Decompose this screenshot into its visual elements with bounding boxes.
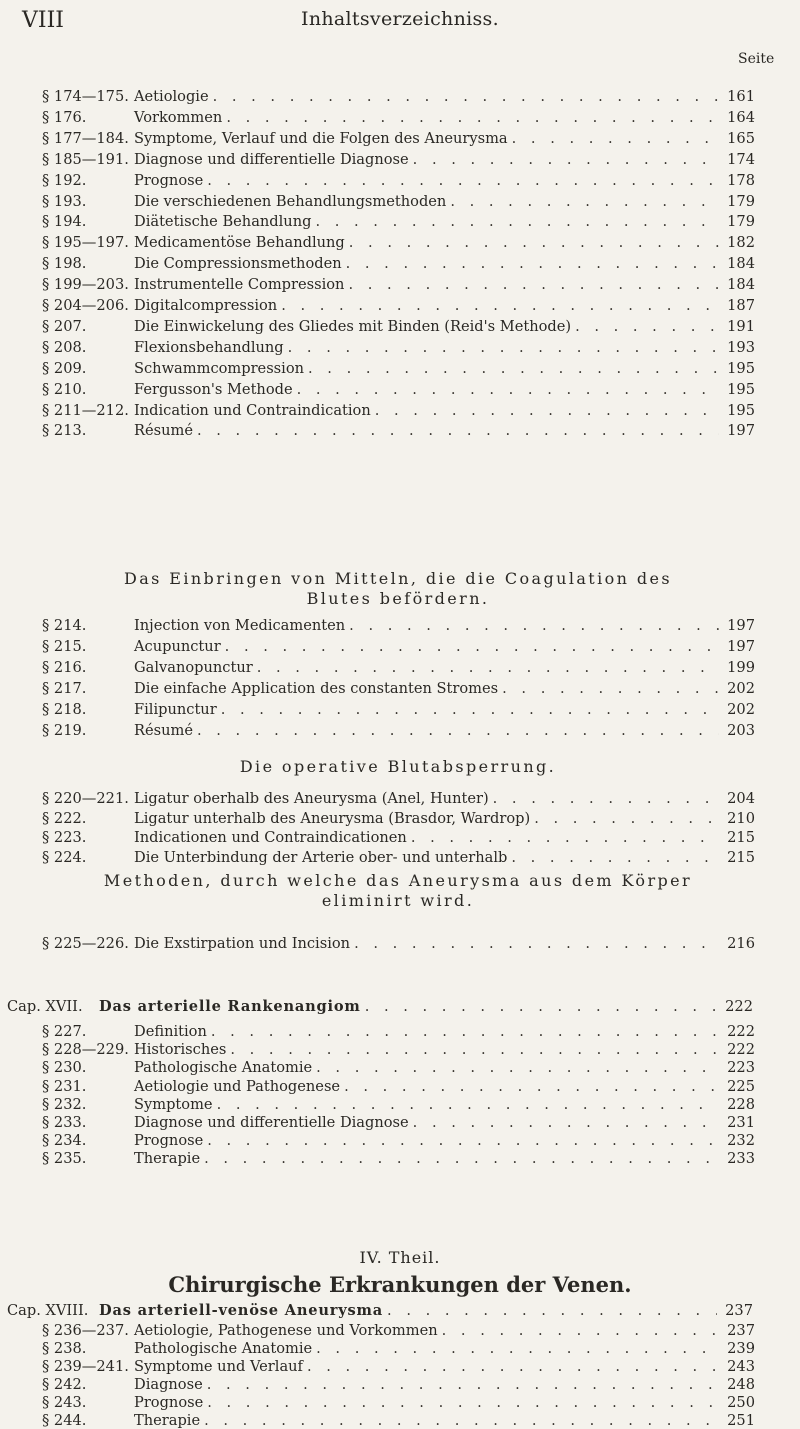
- chapter-number: Cap. XVII.: [7, 998, 83, 1015]
- section-number: § 218.: [42, 700, 87, 718]
- page-number: 199: [727, 658, 755, 676]
- page-number: 197: [727, 617, 755, 634]
- toc-entry[interactable]: [42, 151, 755, 168]
- section-number: § 216.: [42, 658, 87, 676]
- heading-line: Die operative Blutabsperrung.: [239, 757, 557, 776]
- toc-entry[interactable]: [42, 1358, 755, 1375]
- section-number: § 219.: [42, 721, 87, 739]
- entry-title: Historisches: [134, 1041, 227, 1059]
- toc-entry[interactable]: [42, 213, 755, 230]
- dot-leader: [207, 1394, 719, 1411]
- toc-entry[interactable]: [42, 1132, 755, 1149]
- entry-title: Prognose: [134, 171, 204, 189]
- page-number: 222: [727, 1023, 755, 1040]
- section-number: § 238.: [42, 1340, 87, 1357]
- toc-entry[interactable]: [42, 1041, 755, 1058]
- section-number: § 225—226.: [42, 935, 129, 952]
- page-number: 248: [727, 1376, 755, 1393]
- section-number: § 220—221.: [42, 790, 129, 807]
- dot-leader: [211, 1023, 719, 1040]
- entry-title: Symptome, Verlauf und die Folgen des Aneurysma: [134, 129, 508, 147]
- toc-entry[interactable]: [42, 1340, 755, 1357]
- entry-title: Die Einwickelung des Gliedes mit Binden (Reid's Methode): [134, 317, 572, 335]
- dot-leader: [204, 1150, 719, 1167]
- entry-title: Prognose: [134, 1394, 204, 1411]
- section-number: § 185—191.: [42, 150, 129, 168]
- dot-leader: [493, 790, 719, 807]
- page-number: 223: [727, 1059, 755, 1077]
- section-number: § 235.: [42, 1150, 87, 1168]
- toc-entry[interactable]: [42, 935, 755, 952]
- dot-leader: [217, 1096, 720, 1113]
- page-number: 225: [727, 1077, 755, 1095]
- page-number: 197: [727, 422, 755, 440]
- section-number: § 177—184.: [42, 129, 129, 147]
- page-column-label: Seite: [738, 51, 775, 67]
- page-number: 215: [727, 848, 755, 866]
- page-number-roman: VIII: [22, 8, 64, 33]
- dot-leader: [575, 318, 719, 335]
- dot-leader: [450, 193, 719, 210]
- section-heading-coagulation: [42, 569, 754, 609]
- page-number: 197: [727, 637, 755, 655]
- entry-title: Instrumentelle Compression: [134, 276, 345, 294]
- toc-entry[interactable]: [42, 849, 755, 866]
- page-number: 187: [727, 297, 755, 314]
- toc-entry[interactable]: [42, 1394, 755, 1411]
- section-number: § 192.: [42, 171, 87, 189]
- section-number: § 228—229.: [42, 1041, 129, 1059]
- toc-entry[interactable]: [42, 617, 755, 634]
- dot-leader: [411, 829, 719, 846]
- page-number: 182: [727, 234, 755, 252]
- dot-leader: [502, 680, 719, 697]
- toc-entry[interactable]: [42, 1322, 755, 1339]
- section-number: § 204—206.: [42, 297, 129, 314]
- section-number: § 174—175.: [42, 88, 129, 105]
- entry-title: Die einfache Application des constanten Stromes: [134, 679, 499, 697]
- section-number: § 195—197.: [42, 234, 129, 252]
- dot-leader: [316, 1059, 719, 1076]
- entry-title: Aetiologie und Pathogenese: [134, 1077, 341, 1095]
- page-number: 164: [727, 108, 755, 126]
- dot-leader: [197, 422, 719, 439]
- dot-leader: [344, 1078, 719, 1095]
- dot-leader: [207, 1376, 719, 1393]
- section-number: § 207.: [42, 317, 87, 335]
- toc-entry[interactable]: [42, 276, 755, 293]
- section-number: § 213.: [42, 422, 87, 440]
- entry-title: Diagnose und differentielle Diagnose: [134, 150, 409, 168]
- section-number: § 208.: [42, 338, 87, 356]
- page-number: 195: [727, 380, 755, 398]
- toc-entry[interactable]: [42, 1150, 755, 1167]
- entry-title: Die Compressionsmethoden: [134, 255, 342, 273]
- dot-leader: [354, 935, 719, 952]
- part-label: IV. Theil.: [359, 1248, 441, 1267]
- section-number: § 243.: [42, 1394, 87, 1411]
- section-number: § 236—237.: [42, 1322, 129, 1339]
- page-number: 215: [727, 829, 755, 846]
- page-number: 216: [727, 935, 755, 952]
- heading-line-1: Methoden, durch welche das Aneurysma aus dem Körper: [103, 871, 693, 890]
- page-number: 161: [727, 88, 755, 105]
- page-number: 222: [725, 998, 753, 1015]
- entry-title: Vorkommen: [134, 108, 223, 126]
- chapter-title: Das arteriell-venöse Aneurysma: [99, 1302, 384, 1319]
- page-number: 231: [727, 1114, 755, 1131]
- section-number: § 222.: [42, 809, 87, 827]
- heading-line-2: Blutes befördern.: [306, 589, 490, 608]
- toc-entry[interactable]: [42, 255, 755, 272]
- dot-leader: [348, 276, 719, 293]
- toc-entry[interactable]: [42, 193, 755, 210]
- toc-entry[interactable]: [42, 722, 755, 739]
- page-number: 232: [727, 1132, 755, 1150]
- section-number: § 210.: [42, 380, 87, 398]
- chapter-number: Cap. XVIII.: [7, 1302, 89, 1319]
- entry-title: Digitalcompression: [134, 297, 278, 314]
- entry-title: Prognose: [134, 1132, 204, 1150]
- dot-leader: [204, 1412, 719, 1429]
- toc-entry[interactable]: [42, 1023, 755, 1040]
- toc-entry[interactable]: [42, 360, 755, 377]
- section-number: § 215.: [42, 637, 87, 655]
- toc-entry[interactable]: [42, 88, 755, 105]
- running-title: Inhaltsverzeichniss.: [301, 8, 499, 30]
- dot-leader: [207, 172, 719, 189]
- page-number: 193: [727, 338, 755, 356]
- page-number: 195: [727, 401, 755, 419]
- chapter-title: Das arterielle Rankenangiom: [99, 998, 361, 1015]
- entry-title: Schwammcompression: [134, 359, 305, 377]
- dot-leader: [207, 1132, 719, 1149]
- page-number: 250: [727, 1394, 755, 1411]
- dot-leader: [365, 998, 717, 1015]
- dot-leader: [511, 849, 719, 866]
- toc-entry[interactable]: [42, 402, 755, 419]
- toc-entry[interactable]: [42, 1376, 755, 1393]
- entry-title: Filipunctur: [134, 700, 217, 718]
- toc-entry[interactable]: [42, 109, 755, 126]
- toc-entry[interactable]: [42, 701, 755, 718]
- page-number: 237: [727, 1322, 755, 1339]
- toc-entry[interactable]: [42, 1078, 755, 1095]
- entry-title: Definition: [134, 1023, 207, 1040]
- page-number: 184: [727, 276, 755, 294]
- section-number: § 193.: [42, 192, 87, 210]
- toc-entry[interactable]: [42, 318, 755, 335]
- section-number: § 232.: [42, 1095, 87, 1113]
- entry-title: Medicamentöse Behandlung: [134, 234, 345, 252]
- dot-leader: [512, 130, 720, 147]
- section-number: § 198.: [42, 255, 87, 273]
- heading-line-1: Das Einbringen von Mitteln, die die Coagulation des: [123, 569, 672, 588]
- part-title: Chirurgische Erkrankungen der Venen.: [168, 1272, 632, 1297]
- section-number: § 234.: [42, 1132, 87, 1150]
- toc-entry[interactable]: [42, 638, 755, 655]
- entry-title: Therapie: [134, 1150, 201, 1168]
- entry-title: Flexionsbehandlung: [134, 338, 284, 356]
- toc-entry[interactable]: [42, 234, 755, 251]
- entry-title: Pathologische Anatomie: [134, 1340, 313, 1357]
- entry-title: Diagnose und differentielle Diagnose: [134, 1114, 409, 1131]
- dot-leader: [197, 722, 719, 739]
- page-number: 165: [727, 129, 755, 147]
- page-number: 228: [727, 1095, 755, 1113]
- section-number: § 224.: [42, 848, 87, 866]
- page-number: 202: [727, 700, 755, 718]
- page-number: 237: [725, 1302, 753, 1319]
- entry-title: Galvanopunctur: [134, 658, 253, 676]
- dot-leader: [225, 638, 719, 655]
- entry-title: Aetiologie: [134, 88, 209, 105]
- entry-title: Injection von Medicamenten: [134, 617, 346, 634]
- page-number: 179: [727, 213, 755, 231]
- page-number: 251: [727, 1412, 755, 1429]
- toc-entry[interactable]: [42, 810, 755, 827]
- page-number: 191: [727, 317, 755, 335]
- toc-entry[interactable]: [42, 381, 755, 398]
- dot-leader: [213, 88, 720, 105]
- page-number: 184: [727, 255, 755, 273]
- dot-leader: [307, 1358, 719, 1375]
- entry-title: Indicationen und Contraindicationen: [134, 829, 407, 846]
- toc-entry[interactable]: [42, 680, 755, 697]
- toc-entry[interactable]: [42, 659, 755, 676]
- page-number: 210: [727, 809, 755, 827]
- section-number: § 217.: [42, 679, 87, 697]
- section-number: § 233.: [42, 1114, 87, 1131]
- chapter-xviii-entry[interactable]: [7, 1302, 753, 1319]
- entry-title: Diätetische Behandlung: [134, 213, 312, 231]
- dot-leader: [288, 339, 720, 356]
- page-number: 222: [727, 1041, 755, 1059]
- page-number: 239: [727, 1340, 755, 1357]
- chapter-xvii-entry[interactable]: [7, 998, 753, 1015]
- entry-title: Indication und Contraindication: [134, 401, 371, 419]
- dot-leader: [413, 151, 719, 168]
- entry-title: Ligatur oberhalb des Aneurysma (Anel, Hunter): [134, 790, 489, 807]
- toc-entry[interactable]: [42, 297, 755, 314]
- toc-entry[interactable]: [42, 1412, 755, 1429]
- entry-title: Résumé: [134, 721, 193, 739]
- section-number: § 223.: [42, 829, 87, 846]
- section-number: § 231.: [42, 1077, 87, 1095]
- toc-entry[interactable]: [42, 339, 755, 356]
- section-number: § 242.: [42, 1376, 87, 1393]
- dot-leader: [230, 1041, 719, 1058]
- toc-entry[interactable]: [42, 1059, 755, 1076]
- section-heading-operative: [42, 757, 754, 777]
- dot-leader: [308, 360, 719, 377]
- dot-leader: [349, 617, 719, 634]
- toc-entry[interactable]: [42, 1096, 755, 1113]
- entry-title: Die Unterbindung der Arterie ober- und unterhalb: [134, 848, 508, 866]
- section-number: § 211—212.: [42, 401, 129, 419]
- dot-leader: [257, 659, 719, 676]
- section-number: § 209.: [42, 359, 87, 377]
- entry-title: Aetiologie, Pathogenese und Vorkommen: [134, 1322, 438, 1339]
- page-number: 204: [727, 790, 755, 807]
- dot-leader: [387, 1302, 717, 1319]
- section-heading-elimination: [42, 871, 754, 911]
- page-number: 179: [727, 192, 755, 210]
- page-number: 195: [727, 359, 755, 377]
- toc-entry[interactable]: [42, 1114, 755, 1131]
- heading-line-2: eliminirt wird.: [321, 891, 475, 910]
- page-number: 202: [727, 679, 755, 697]
- dot-leader: [226, 109, 719, 126]
- dot-leader: [315, 213, 719, 230]
- page-number: 203: [727, 721, 755, 739]
- toc-entry[interactable]: [42, 172, 755, 189]
- entry-title: Acupunctur: [134, 637, 221, 655]
- entry-title: Die Exstirpation und Incision: [134, 935, 351, 952]
- page-number: 174: [727, 150, 755, 168]
- toc-entry[interactable]: [42, 829, 755, 846]
- section-number: § 176.: [42, 108, 87, 126]
- dot-leader: [221, 701, 719, 718]
- toc-entry[interactable]: [42, 790, 755, 807]
- toc-entry[interactable]: [42, 130, 755, 147]
- entry-title: Ligatur unterhalb des Aneurysma (Brasdor, Wardrop): [134, 809, 531, 827]
- page-number: 243: [727, 1358, 755, 1375]
- dot-leader: [316, 1340, 719, 1357]
- section-number: § 244.: [42, 1412, 87, 1429]
- dot-leader: [346, 255, 720, 272]
- page-number: 233: [727, 1150, 755, 1168]
- page-number: 178: [727, 171, 755, 189]
- entry-title: Symptome und Verlauf: [134, 1358, 303, 1375]
- entry-title: Die verschiedenen Behandlungsmethoden: [134, 192, 447, 210]
- entry-title: Symptome: [134, 1095, 213, 1113]
- dot-leader: [297, 381, 720, 398]
- entry-title: Fergusson's Methode: [134, 380, 293, 398]
- dot-leader: [281, 297, 719, 314]
- section-number: § 194.: [42, 213, 87, 231]
- section-number: § 230.: [42, 1059, 87, 1077]
- entry-title: Résumé: [134, 422, 193, 440]
- dot-leader: [413, 1114, 719, 1131]
- section-number: § 199—203.: [42, 276, 129, 294]
- section-number: § 239—241.: [42, 1358, 129, 1375]
- section-number: § 227.: [42, 1023, 87, 1040]
- entry-title: Pathologische Anatomie: [134, 1059, 313, 1077]
- dot-leader: [375, 402, 719, 419]
- entry-title: Diagnose: [134, 1376, 203, 1393]
- entry-title: Therapie: [134, 1412, 201, 1429]
- dot-leader: [442, 1322, 719, 1339]
- dot-leader: [349, 234, 719, 251]
- dot-leader: [534, 810, 719, 827]
- section-number: § 214.: [42, 617, 87, 634]
- toc-entry[interactable]: [42, 422, 755, 439]
